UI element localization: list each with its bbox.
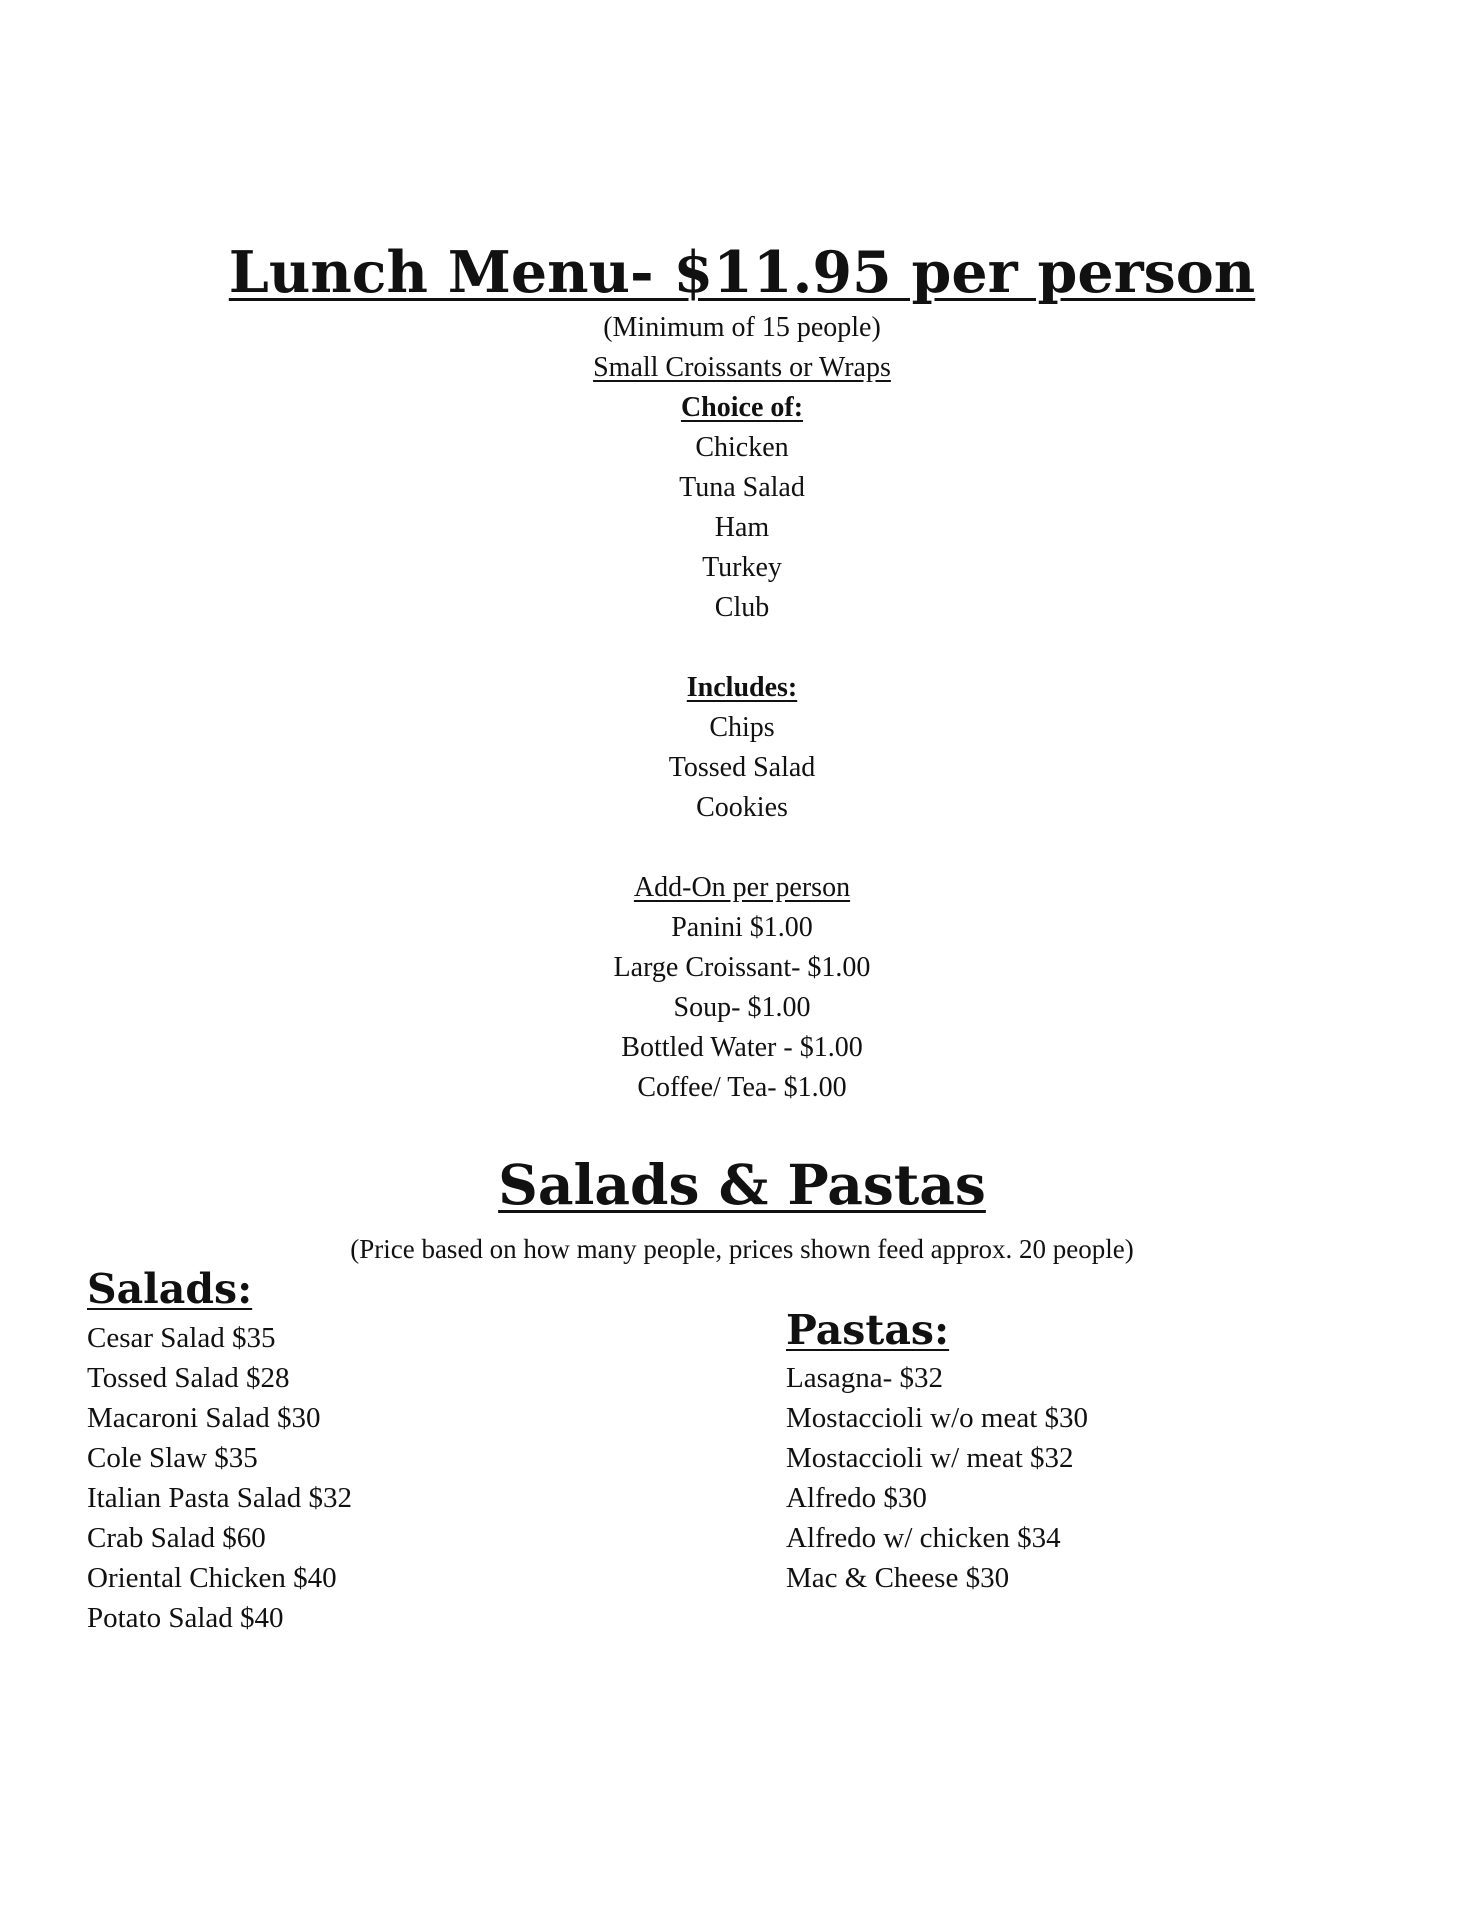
addon-item: Bottled Water - $1.00 [621, 1032, 863, 1063]
base-option: Small Croissants or Wraps [593, 352, 891, 383]
salads-heading: Salads: [87, 1265, 253, 1313]
includes-heading: Includes: [686, 672, 798, 703]
choice-item: Tuna Salad [679, 472, 805, 503]
salads-pastas-note: (Price based on how many people, prices shown feed approx. 20 people) [350, 1234, 1134, 1264]
addon-item: Panini $1.00 [671, 912, 813, 943]
salads-list [87, 1318, 352, 1638]
list-item: Tossed Salad $28 [87, 1362, 290, 1394]
list-item: Mostaccioli w/ meat $32 [786, 1442, 1074, 1474]
lunch-menu-title: Lunch Menu- $11.95 per person [228, 239, 1256, 306]
list-item: Mostaccioli w/o meat $30 [786, 1402, 1089, 1434]
choice-item: Chicken [695, 432, 789, 463]
addon-item: Soup- $1.00 [673, 992, 811, 1023]
pastas-heading: Pastas: [786, 1306, 950, 1354]
includes-item: Cookies [696, 792, 788, 823]
addon-item: Large Croissant- $1.00 [613, 952, 871, 983]
list-item: Lasagna- $32 [786, 1362, 944, 1394]
list-item: Alfredo w/ chicken $34 [786, 1522, 1061, 1554]
list-item: Italian Pasta Salad $32 [87, 1482, 352, 1514]
minimum-note: (Minimum of 15 people) [603, 312, 881, 343]
choice-item: Club [714, 592, 770, 623]
addon-item: Coffee/ Tea- $1.00 [637, 1072, 847, 1103]
list-item: Cole Slaw $35 [87, 1442, 258, 1474]
list-item: Cesar Salad $35 [87, 1322, 276, 1354]
choice-item: Ham [714, 512, 770, 543]
choice-item: Turkey [702, 552, 782, 583]
lunch-menu-details [0, 308, 1484, 1108]
choice-heading: Choice of: [680, 392, 804, 423]
list-item: Alfredo $30 [786, 1482, 927, 1514]
list-item: Mac & Cheese $30 [786, 1562, 1010, 1594]
salads-pastas-title: Salads & Pastas [498, 1152, 986, 1217]
includes-item: Tossed Salad [668, 752, 816, 783]
list-item: Oriental Chicken $40 [87, 1562, 337, 1594]
addon-heading: Add-On per person [633, 872, 851, 903]
list-item: Crab Salad $60 [87, 1522, 266, 1554]
list-item: Macaroni Salad $30 [87, 1402, 321, 1434]
pastas-list [786, 1358, 1088, 1598]
includes-item: Chips [709, 712, 775, 743]
list-item: Potato Salad $40 [87, 1602, 284, 1634]
